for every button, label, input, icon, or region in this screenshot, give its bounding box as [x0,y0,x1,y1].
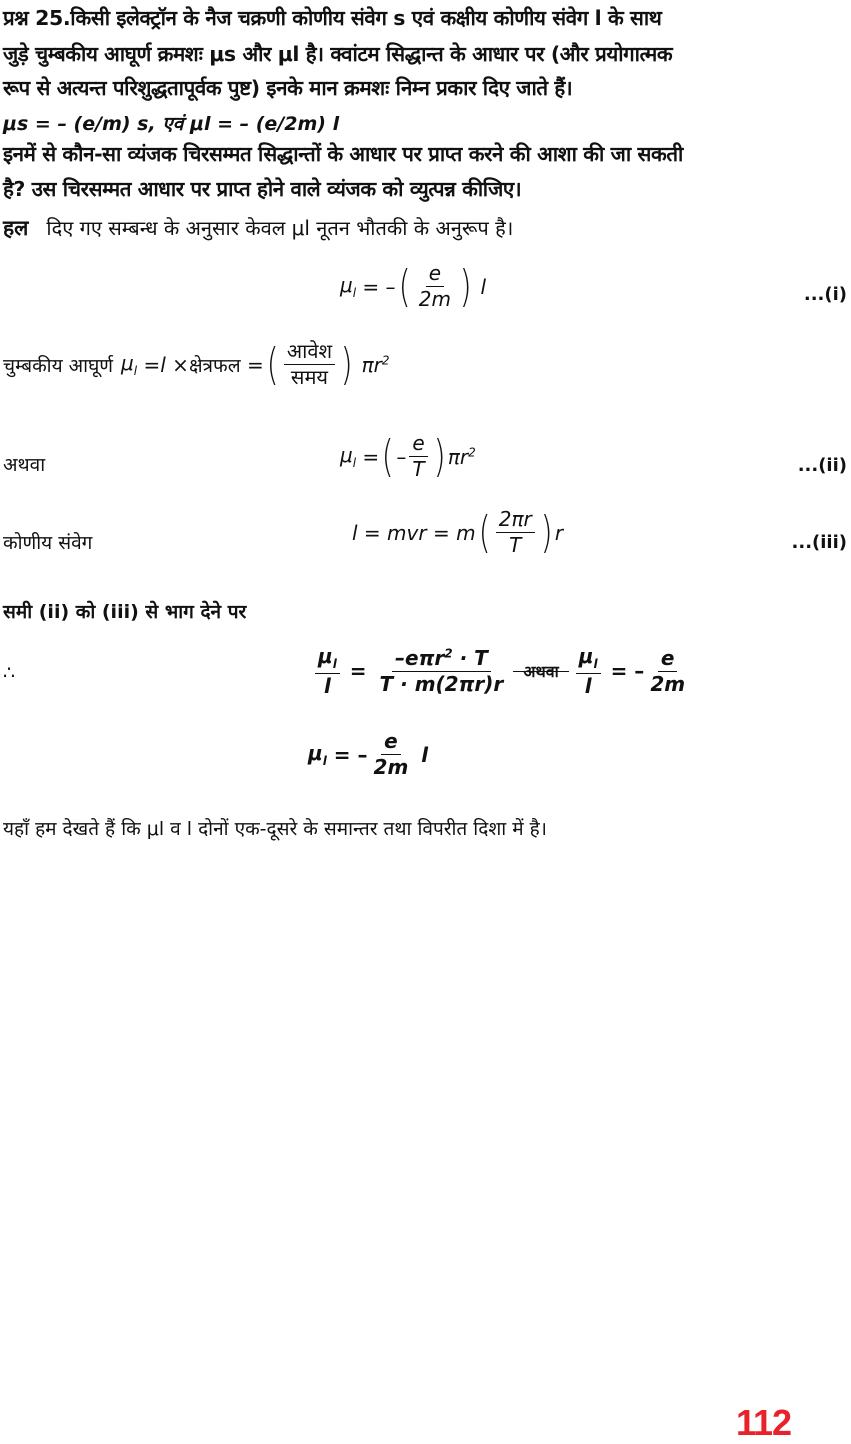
equation-3-number: ...(iii) [791,532,847,553]
angular-momentum-label: कोणीय संवेग [3,532,93,554]
question-text-1: किसी इलेक्ट्रॉन के नैज चक्रणी कोणीय संवेग s एवं कक्षीय कोणीय संवेग l के साथ [70,6,662,30]
equation-1: $\mu_l$ = – ( $\frac{e}{2m}$ ) l [340,260,487,312]
charge-word: आवेश [284,340,335,365]
equation-2-number: ...(ii) [797,455,847,476]
question-line-2: जुड़े चुम्बकीय आघूर्ण क्रमशः μs और μl है। क्वांटम सिद्धान्त के आधार पर (और प्रयोगात्मक [3,42,673,66]
equation-3: l = mvr = m ( $\frac{2\pi r}{T}$ ) r [352,506,564,558]
magnetic-moment-line [3,340,390,389]
magnetic-moment-expr: $\mu_l$ = l × [121,351,189,378]
equation-2: $\mu_l$ = ( – $\frac{e}{T}$ ) $\pi r^2$ [340,430,476,482]
time-word: समय [290,365,329,389]
conclusion-text: यहाँ हम देखते हैं कि μl व l दोनों एक-दूसरे के समान्तर तथा विपरीत दिशा में है। [3,818,547,840]
solution-intro-text: दिए गए सम्बन्ध के अनुसार केवल μl नूतन भौतकी के अनुरूप है। [46,216,514,240]
magnetic-moment-label: चुम्बकीय आघूर्ण [3,354,114,377]
divide-instruction: समी (ii) को (iii) से भाग देने पर [3,601,247,623]
solution-intro-line [3,214,513,242]
therefore-symbol: ∴ [3,662,16,684]
question-line-1 [3,4,662,32]
question-formula: μs = – (e/m) s, एवं μl = – (e/2m) l [3,113,340,135]
question-line-3: रूप से अत्यन्त परिशुद्धतापूर्वक पुष्ट) इनके मान क्रमशः निम्न प्रकार दिए जाते हैं। [3,76,573,100]
page-number: 112 [736,1402,792,1443]
solution-label: हल [3,216,29,240]
question-label: प्रश्न 25. [3,6,71,30]
area-label: क्षेत्रफल [188,354,241,377]
equation-final: $\mu_l$ = – $\frac{e}{2m}$ l [308,729,429,779]
equation-ratio: $\frac{\mu_l}{l}$ = $\frac{-e\pi r^2 \cdot T}{T \cdot m(2\pi r)r}$ अथवा $\frac{\mu_l}{l}$ = – $\frac{e}{2m}$ [312,645,691,698]
equation-1-number: ...(i) [803,284,847,305]
athva-label: अथवा [3,454,46,476]
question-line-4: इनमें से कौन-सा व्यंजक चिरसम्मत सिद्धान्तों के आधार पर प्राप्त करने की आशा की जा सकती [3,142,683,166]
athva-inline: अथवा [523,662,559,682]
question-line-5: है? उस चिरसम्मत आधार पर प्राप्त होने वाले व्यंजक को व्युत्पन्न कीजिए। [3,177,522,201]
magnetic-moment-rhs: = ( $\frac{\text{आवेश}}{\text{समय}}$ ) $\pi r^2$ [240,338,390,390]
